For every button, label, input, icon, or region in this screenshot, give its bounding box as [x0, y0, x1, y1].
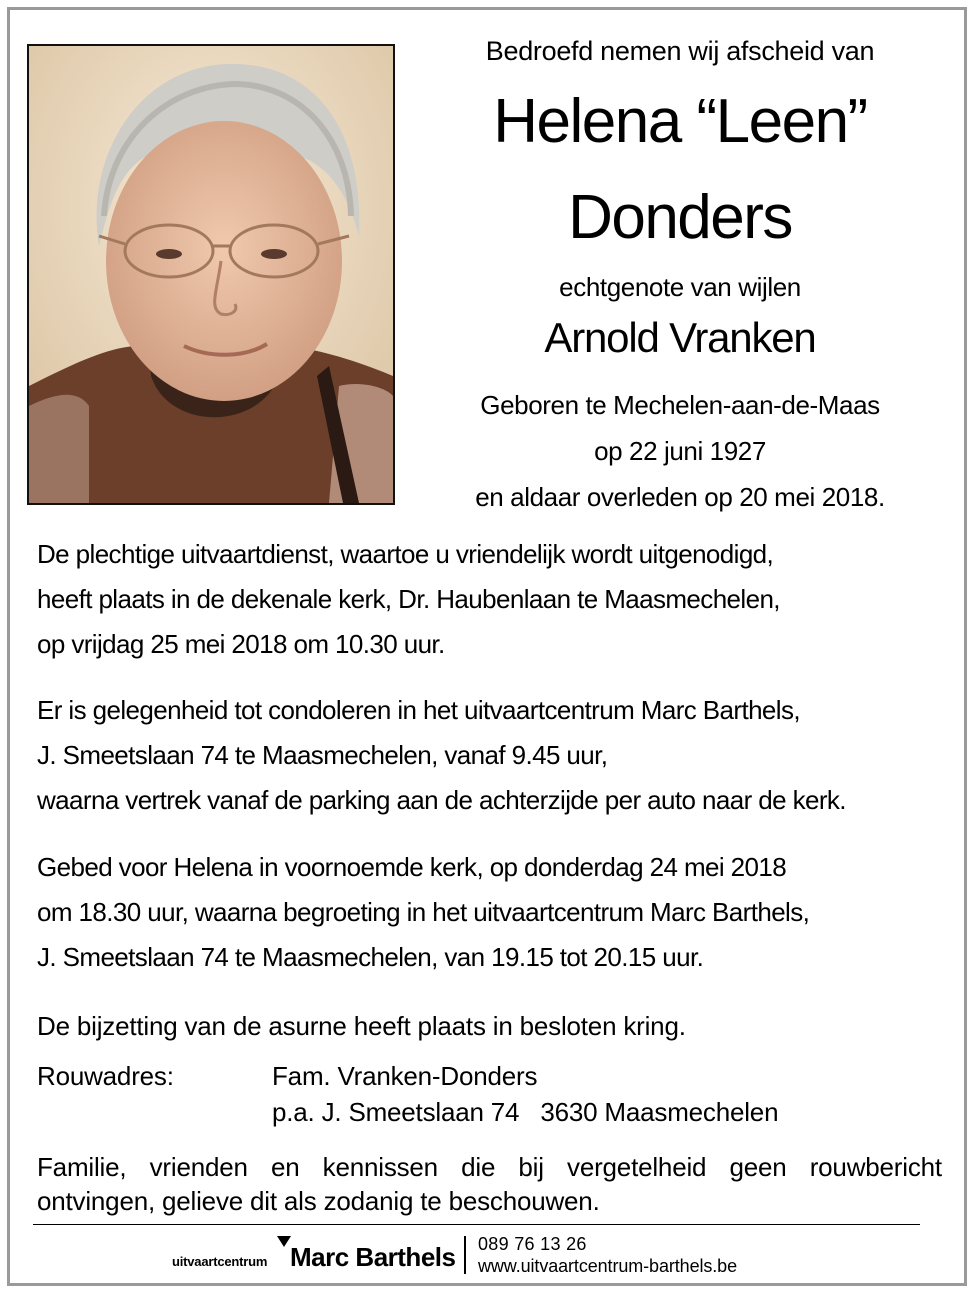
text-line: heeft plaats in de dekenale kerk, Dr. Haubenlaan te Maasmechelen, — [37, 584, 780, 614]
closing-word: Familie, — [37, 1152, 127, 1182]
phone-number: 089 76 13 26 — [478, 1234, 587, 1254]
deceased-name-line1: Helena “Leen” — [493, 87, 867, 156]
intro-line: Bedroefd nemen wij afscheid van — [485, 36, 875, 66]
portrait-photo — [27, 44, 395, 505]
logo-brand-name: Marc Barthels — [290, 1242, 456, 1272]
logo-separator — [464, 1236, 466, 1274]
closing-word: vrienden — [149, 1152, 248, 1182]
funeral-paragraph — [37, 532, 937, 667]
closing-note — [37, 1150, 942, 1218]
death-line: en aldaar overleden op 20 mei 2018. — [475, 482, 885, 512]
text-line: om 18.30 uur, waarna begroeting in het uitvaartcentrum Marc Barthels, — [37, 897, 810, 927]
website-link[interactable]: www.uitvaartcentrum-barthels.be — [478, 1256, 738, 1276]
text-line: Er is gelegenheid tot condoleren in het uitvaartcentrum Marc Barthels, — [37, 695, 800, 725]
closing-line-2: ontvingen, gelieve dit als zodanig te beschouwen. — [37, 1186, 600, 1216]
text-line: Gebed voor Helena in voornoemde kerk, op donderdag 24 mei 2018 — [37, 852, 787, 882]
birth-date-line: op 22 juni 1927 — [594, 436, 766, 466]
closing-word: bij — [518, 1152, 544, 1182]
closing-word: vergetelheid — [567, 1152, 707, 1182]
logo-small-text: uitvaartcentrum — [172, 1254, 268, 1269]
footer-divider — [33, 1224, 920, 1225]
burial-paragraph: De bijzetting van de asurne heeft plaats in besloten kring. — [37, 1011, 686, 1041]
address-label: Rouwadres: — [37, 1061, 174, 1091]
address-line: Fam. Vranken-Donders — [272, 1061, 538, 1091]
deceased-name-line2: Donders — [568, 183, 792, 252]
closing-word: die — [461, 1152, 496, 1182]
closing-word: rouwbericht — [809, 1152, 942, 1182]
closing-line-1 — [37, 1150, 942, 1184]
portrait-illustration — [29, 46, 393, 503]
address-line: p.a. J. Smeetslaan 74 3630 Maasmechelen — [272, 1097, 779, 1127]
birth-place-line: Geboren te Mechelen-aan-de-Maas — [480, 390, 880, 420]
closing-word: kennissen — [322, 1152, 438, 1182]
footer-logo — [0, 1232, 980, 1282]
spouse-intro: echtgenote van wijlen — [559, 272, 801, 302]
text-line: J. Smeetslaan 74 te Maasmechelen, vanaf 9.45 uur, — [37, 740, 608, 770]
text-line: De plechtige uitvaartdienst, waartoe u vriendelijk wordt uitgenodigd, — [37, 539, 774, 569]
prayer-paragraph — [37, 845, 937, 980]
text-line: waarna vertrek vanaf de parking aan de achterzijde per auto naar de kerk. — [37, 785, 846, 815]
text-line: J. Smeetslaan 74 te Maasmechelen, van 19.15 tot 20.15 uur. — [37, 942, 704, 972]
address-value — [272, 1058, 778, 1130]
text-line: op vrijdag 25 mei 2018 om 10.30 uur. — [37, 629, 445, 659]
birth-death-details — [405, 382, 955, 520]
condolence-paragraph — [37, 688, 937, 823]
closing-word: geen — [729, 1152, 787, 1182]
spouse-name: Arnold Vranken — [544, 314, 816, 361]
closing-word: en — [270, 1152, 300, 1182]
triangle-icon — [277, 1236, 291, 1247]
